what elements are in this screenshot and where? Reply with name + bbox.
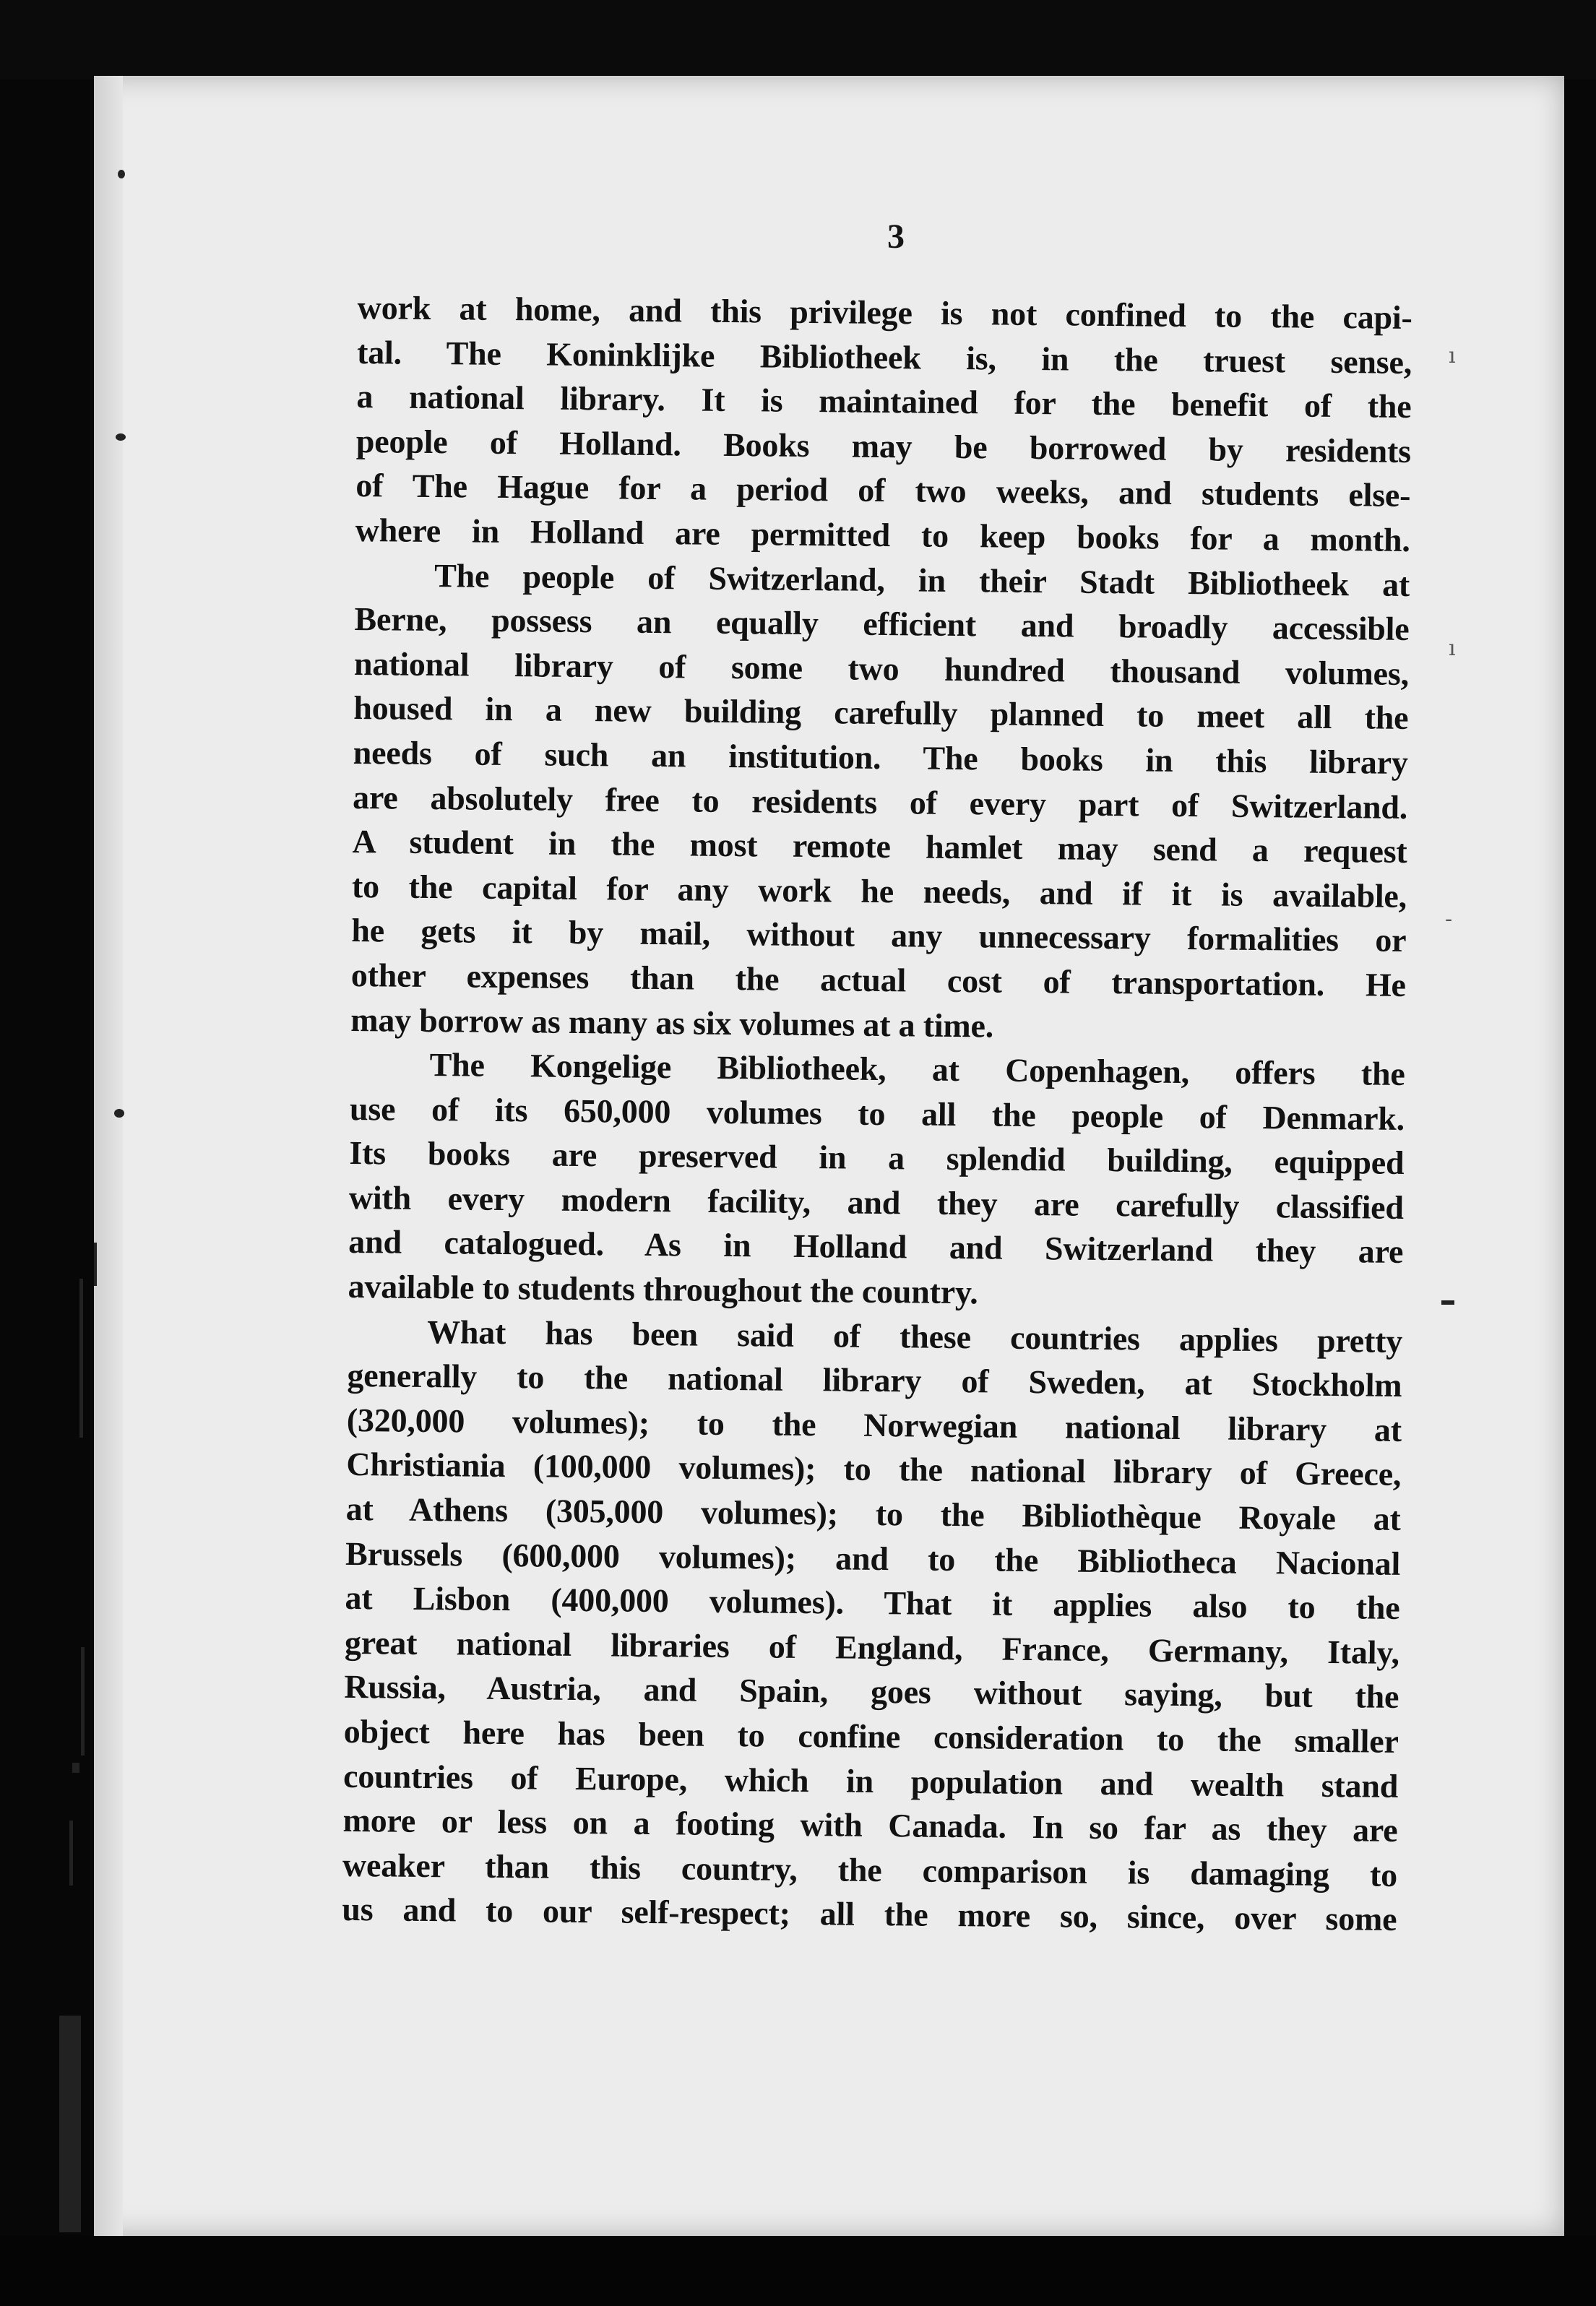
text-line: work at home, and this privilege is not confined to the capi- [357,288,1412,337]
text-line: generally to the national library of Sweden, at Stockholm [347,1357,1402,1404]
text-line: Brussels (600,000 volumes); and to the Bibliotheca Nacional [345,1534,1401,1582]
scan-bottom-border [0,2236,1596,2306]
text-line: great national libraries of England, France, Germany, Italy, [344,1623,1400,1671]
text-line: to the capital for any work he needs, and if it is available, [351,867,1407,915]
binding-mark [116,433,126,441]
text-line: tal. The Koninklijke Bibliotheek is, in the truest sense, [356,333,1412,381]
text-line: (320,000 volumes); to the Norwegian national library at [346,1401,1402,1448]
text-line: are absolutely free to residents of every part of Switzerland. [352,778,1408,826]
binding-mark [79,1279,83,1438]
body-text [342,285,1412,1942]
text-line: available to students throughout the country. [348,1267,978,1311]
margin-speck: ı [1449,636,1456,661]
page-binding-edge [94,76,123,2236]
text-line: may borrow as many as six volumes at a time. [350,1001,994,1044]
text-line: with every modern facility, and they are carefully classified [348,1178,1405,1226]
text-line: us and to our self-respect; all the more so, since, over some [342,1891,1397,1938]
text-line: object here has been to confine consideration to the smaller [343,1712,1399,1760]
margin-speck: ı [1449,343,1456,368]
text-line: use of its 650,000 volumes to all the people of Denmark. [349,1089,1405,1137]
text-line: people of Holland. Books may be borrowed by residents [355,422,1412,470]
binding-mark [69,1821,73,1886]
text-line: and catalogued. As in Holland and Switzerland they are [348,1223,1404,1271]
text-line: Its books are preserved in a splendid building, equipped [349,1134,1405,1182]
binding-mark [114,1109,124,1118]
text-line: other expenses than the actual cost of transportation. He [350,956,1407,1003]
text-line: The Kongelige Bibliotheek, at Copenhagen, offers the [429,1046,1405,1093]
text-line: of The Hague for a period of two weeks, and students else- [355,467,1411,514]
binding-mark [118,170,125,178]
text-line: where in Holland are permitted to keep books for a month. [355,511,1410,558]
margin-speck: - [1445,907,1453,932]
text-line: weaker than this country, the comparison is damaging to [342,1846,1398,1893]
binding-mark [72,1763,79,1773]
text-line: countries of Europe, which in population and wealth stand [342,1757,1399,1805]
text-line: a national library. It is maintained for the benefit of the [356,378,1412,426]
text-line: The people of Switzerland, in their Stadt Bibliotheek at [433,556,1410,603]
binding-mark [81,1647,85,1756]
text-line: more or less on a footing with Canada. In so far as they are [342,1802,1398,1849]
text-line: at Lisbon (400,000 volumes). That it applies also to the [345,1579,1400,1627]
text-line: housed in a new building carefully planned to meet all the [353,689,1409,737]
margin-speck [1441,1300,1454,1305]
text-line: needs of such an institution. The books in this library [353,733,1408,781]
text-line: he gets it by mail, without any unnecessary formalities or [351,912,1407,959]
text-line: national library of some two hundred thousand volumes, [353,644,1410,692]
page-number: 3 [887,217,905,256]
text-line: at Athens (305,000 volumes); to the Bibliothèque Royale at [345,1490,1401,1537]
text-line: Christiania (100,000 volumes); to the national library of Greece, [346,1446,1402,1493]
scan-top-border [0,0,1596,79]
text-line: A student in the most remote hamlet may send a request [352,823,1407,871]
text-line: Russia, Austria, and Spain, goes without saying, but the [344,1668,1399,1716]
text-line: Berne, possess an equally efficient and broadly accessible [354,600,1410,648]
binding-mark [59,2016,81,2232]
binding-mark [94,1243,97,1286]
text-line: What has been said of these countries applies pretty [426,1313,1403,1360]
